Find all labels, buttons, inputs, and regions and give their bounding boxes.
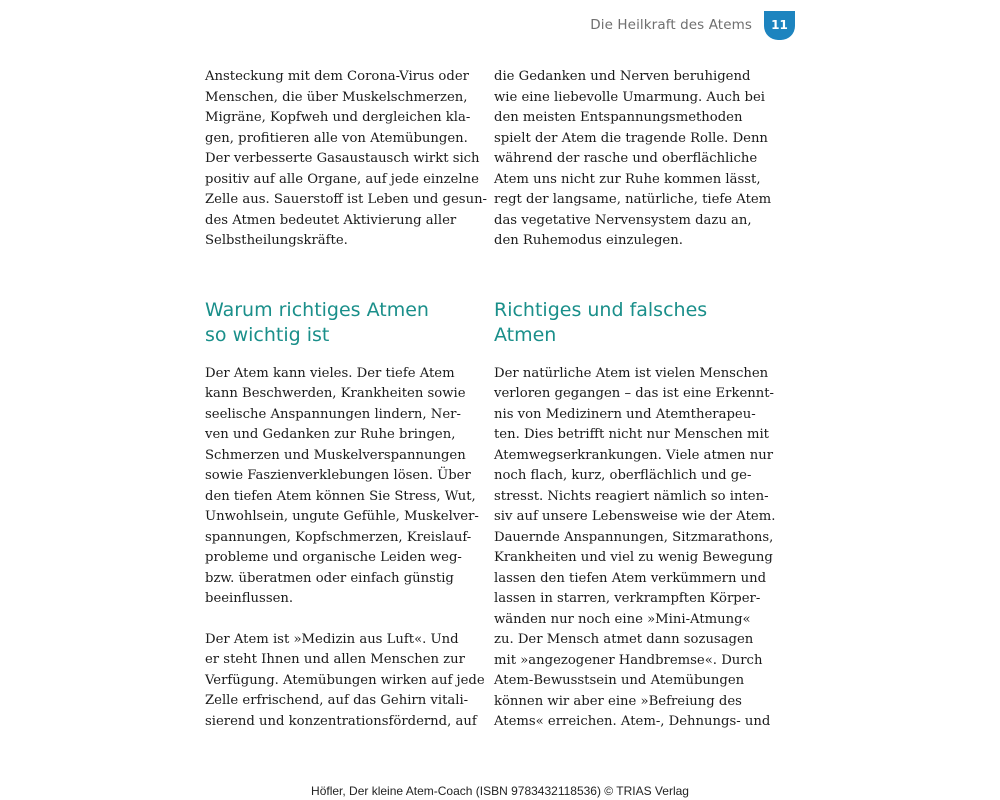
text-line: Richtiges und falsches [494,298,708,321]
text-line: können wir aber eine »Befreiung des [494,693,742,709]
running-title: Die Heilkraft des Atems [590,17,752,33]
text-line: Krankheiten und viel zu wenig Bewegung [494,550,773,565]
left-column [205,67,488,732]
left-paragraph-2 [205,364,479,610]
text-line: des Atmen bedeutet Aktivierung aller [205,212,457,228]
text-line: Unwohlsein, ungute Gefühle, Muskelver- [205,509,479,524]
text-line: seelische Anspannungen lindern, Ner- [205,406,461,422]
text-line: wie eine liebevolle Umarmung. Auch bei [494,89,765,105]
left-paragraph-1 [205,67,488,252]
text-line: Verfügung. Atemübungen wirken auf jede [205,672,485,688]
text-line: Atemwegserkrankungen. Viele atmen nur [494,447,774,463]
page-number: 11 [771,18,788,32]
text-line: mit »angezogener Handbremse«. Durch [494,652,763,668]
text-line: Atem uns nicht zur Ruhe kommen lässt, [494,171,761,187]
text-line: regt der langsame, natürliche, tiefe Atem [494,192,772,207]
text-line: die Gedanken und Nerven beruhigend [494,69,751,84]
text-line: lassen in starren, verkrampften Körper- [494,591,761,606]
text-line: so wichtig ist [205,323,330,346]
running-head [590,10,795,40]
text-line: Zelle erfrischend, auf das Gehirn vitali- [205,693,469,708]
text-line: siv auf unsere Lebensweise wie der Atem. [494,509,776,524]
text-line: das vegetative Nervensystem dazu an, [494,212,752,228]
text-line: Warum richtiges Atmen [205,298,429,321]
text-line: Der verbesserte Gasaustausch wirkt sich [205,151,480,166]
text-line: Migräne, Kopfweh und dergleichen kla- [205,110,471,125]
right-section-heading [494,298,764,348]
text-line: Atmen [494,323,557,346]
text-line: während der rasche und oberflächliche [494,151,758,166]
text-line: Ansteckung mit dem Corona-Virus oder [205,69,469,84]
text-line: Schmerzen und Muskelverspannungen [205,447,466,463]
left-section-heading [205,298,475,348]
left-paragraph-3 [205,630,485,733]
text-line: sierend und konzentrationsfördernd, auf [205,713,477,729]
text-line: Selbstheilungskräfte. [205,233,348,248]
right-paragraph-1 [494,67,772,252]
text-line: stresst. Nichts reagiert nämlich so inten- [494,488,769,504]
text-line: zu. Der Mensch atmet dann sozusagen [494,632,754,647]
text-line: probleme und organische Leiden weg- [205,550,462,565]
text-line: Dauernde Anspannungen, Sitzmarathons, [494,529,774,545]
text-line: verloren gegangen – das ist eine Erkennt- [494,386,774,401]
text-line: Der natürliche Atem ist vielen Menschen [494,365,769,381]
text-line: spannungen, Kopfschmerzen, Kreislauf- [205,529,472,545]
right-column [494,67,776,733]
text-line: kann Beschwerden, Krankheiten sowie [205,386,466,401]
text-line: nis von Medizinern und Atemtherapeu- [494,406,756,422]
text-line: ven und Gedanken zur Ruhe bringen, [205,427,456,442]
text-line: positiv auf alle Organe, auf jede einzelne [205,171,479,187]
page-number-tab [764,11,795,40]
text-line: gen, profitieren alle von Atemübungen. [205,130,468,146]
text-line: den Ruhemodus einzulegen. [494,233,683,248]
text-line: Menschen, die über Muskelschmerzen, [205,89,468,105]
text-line: ten. Dies betrifft nicht nur Menschen mit [494,427,769,442]
text-line: den meisten Entspannungsmethoden [494,110,743,125]
text-line: sowie Faszienverklebungen lösen. Über [205,468,471,483]
text-line: wänden nur noch eine »Mini-Atmung« [494,611,751,627]
text-line: Der Atem kann vieles. Der tiefe Atem [205,365,455,381]
text-line: beeinflussen. [205,591,294,606]
text-line: Atems« erreichen. Atem-, Dehnungs- und [494,714,771,729]
text-line: lassen den tiefen Atem verkümmern und [494,570,767,586]
text-line: noch flach, kurz, oberflächlich und ge- [494,468,752,483]
text-line: er steht Ihnen und allen Menschen zur [205,652,465,667]
text-line: Zelle aus. Sauerstoff ist Leben und gesun- [205,192,488,207]
text-line: Atem-Bewusstsein und Atemübungen [494,673,745,688]
text-line: bzw. überatmen oder einfach günstig [205,570,454,586]
footer-citation: Höfler, Der kleine Atem-Coach (ISBN 9783432118536) © TRIAS Verlag [311,784,689,798]
text-line: Der Atem ist »Medizin aus Luft«. Und [205,631,459,647]
text-line: den tiefen Atem können Sie Stress, Wut, [205,488,476,504]
right-paragraph-2 [494,364,776,733]
text-line: spielt der Atem die tragende Rolle. Denn [494,130,768,146]
